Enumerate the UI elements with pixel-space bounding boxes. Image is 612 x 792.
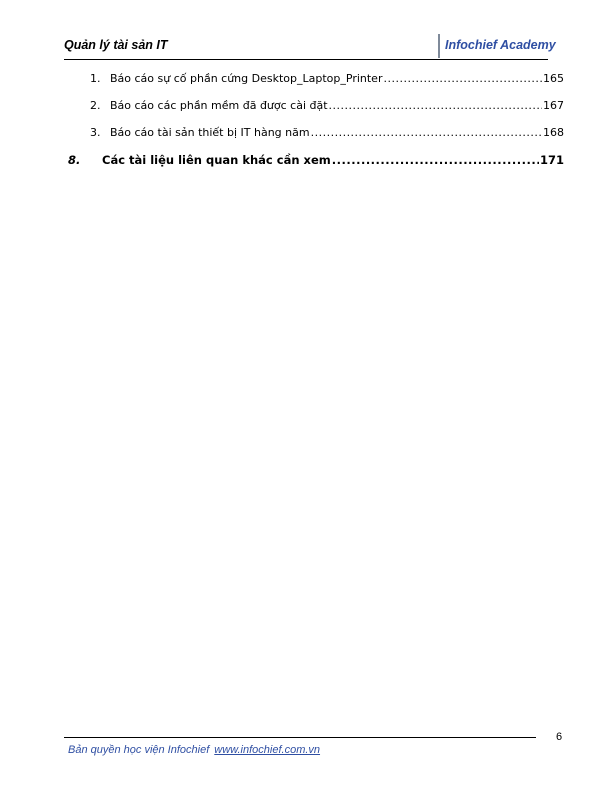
footer [68, 744, 320, 756]
document-title: Quản lý tài sản IT [64, 38, 168, 52]
toc-entry-number: 1. [90, 72, 101, 85]
toc-entry-number: 2. [90, 99, 101, 112]
toc-entry-title: Báo cáo tài sản thiết bị IT hàng năm [110, 126, 310, 139]
toc-entry-title: Báo cáo các phần mềm đã được cài đặt [110, 99, 328, 112]
toc-entry-page: 165 [543, 72, 564, 85]
toc-entry-number: 8. [68, 153, 81, 167]
toc-entry-page: 167 [543, 99, 564, 112]
toc-entry-number: 3. [90, 126, 101, 139]
toc-dot-leader [332, 153, 539, 167]
copyright-text: Bản quyền học viện Infochief [68, 744, 210, 756]
toc-entry-3[interactable] [90, 126, 564, 139]
toc-entry-title: Báo cáo sự cố phần cứng Desktop_Laptop_Printer [110, 72, 383, 85]
toc-dot-leader [311, 126, 542, 139]
toc-entry-page: 168 [543, 126, 564, 139]
brand-name: Infochief Academy [438, 34, 556, 58]
toc-entry-title: Các tài liệu liên quan khác cần xem [102, 153, 331, 167]
header-divider [64, 59, 548, 60]
toc-dot-leader [383, 72, 542, 85]
toc-entry-page: 171 [539, 153, 564, 167]
page-number: 6 [556, 731, 563, 743]
toc-entry-1[interactable] [90, 72, 564, 85]
toc-entry-2[interactable] [90, 99, 564, 112]
website-link[interactable]: www.infochief.com.vn [214, 744, 321, 756]
footer-divider [64, 737, 536, 738]
toc-dot-leader [329, 99, 542, 112]
toc-entry-section-8[interactable] [68, 153, 564, 167]
